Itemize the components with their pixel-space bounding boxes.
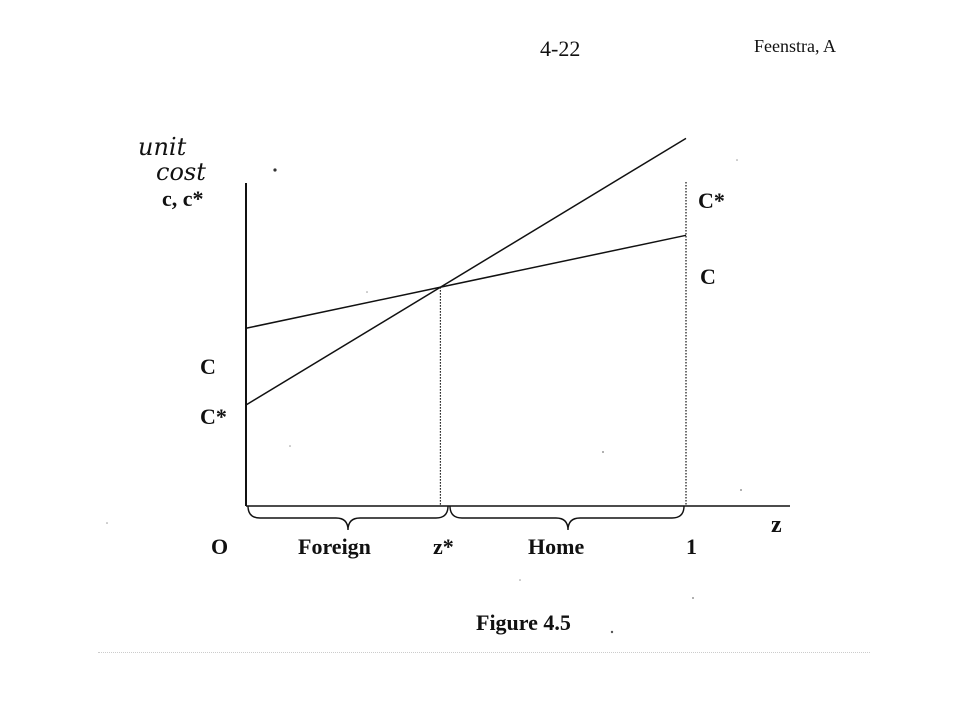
scan-noise — [106, 159, 742, 633]
running-head: Feenstra, A — [754, 36, 836, 56]
y-axis-label-symbols: c, c* — [162, 186, 204, 211]
bottom-rule — [98, 652, 870, 653]
x-axis-label: z — [771, 512, 782, 538]
right-cstar-label: C* — [698, 188, 725, 213]
left-c-label: C — [200, 354, 216, 379]
origin-label: O — [211, 534, 229, 559]
page-number: 4-22 — [540, 36, 581, 61]
home-brace — [450, 506, 684, 530]
y-axis-label-cost: cost — [156, 158, 206, 186]
cstar-line — [246, 138, 686, 405]
home-label: Home — [528, 534, 585, 559]
y-axis-label-unit: unit — [138, 133, 187, 161]
foreign-label: Foreign — [298, 534, 371, 559]
c-line — [246, 235, 686, 328]
left-cstar-label: C* — [200, 404, 227, 429]
foreign-brace — [248, 506, 448, 530]
zstar-label: z* — [433, 534, 454, 559]
x-end-label: 1 — [686, 534, 697, 559]
right-c-label: C — [700, 264, 716, 289]
figure-caption: Figure 4.5 — [476, 610, 571, 635]
